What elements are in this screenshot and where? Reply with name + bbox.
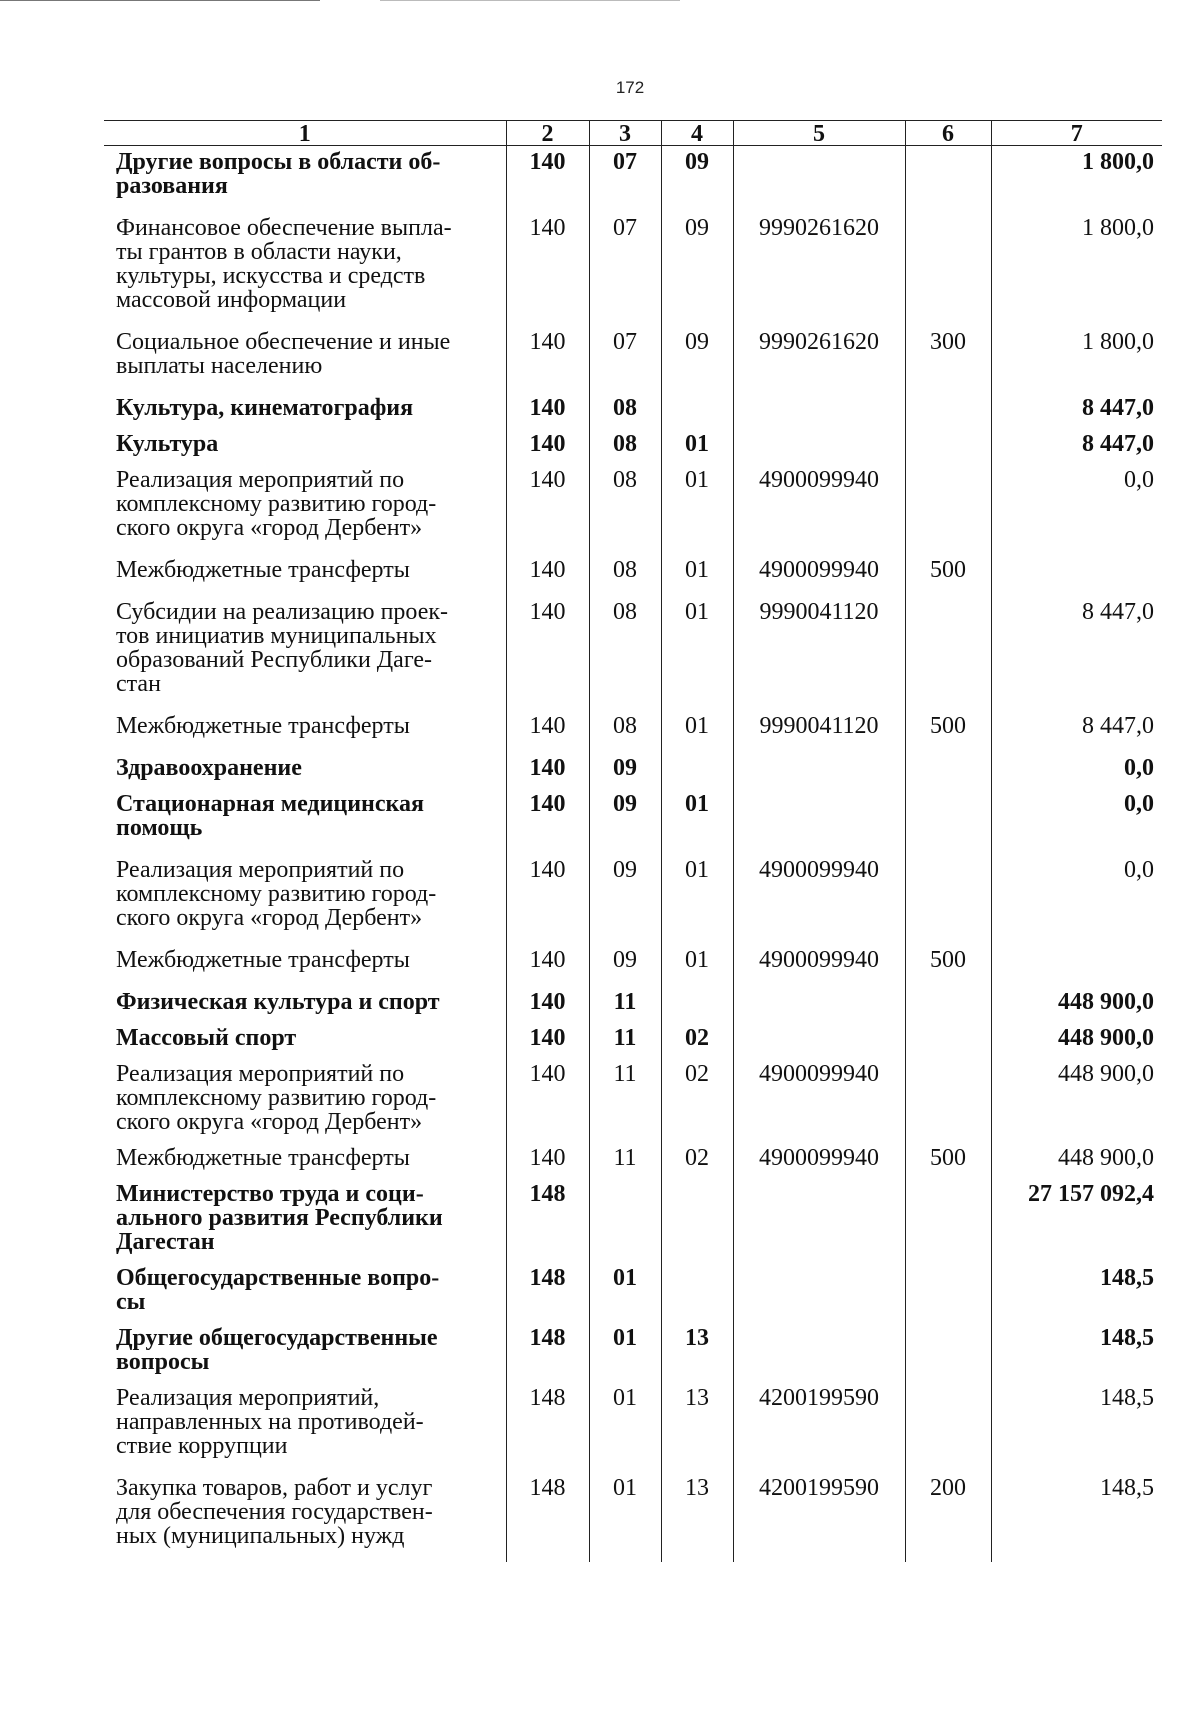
row-col-2: 140 [506, 326, 589, 392]
row-col-4: 01 [661, 944, 733, 986]
row-amount: 8 447,0 [991, 392, 1162, 428]
row-name: Реализация мероприятий по комплексному развитию город- ского округа «город Дербент» [116, 1061, 437, 1135]
row-col-2: 140 [506, 752, 589, 788]
table-row [104, 554, 1162, 596]
row-name: Межбюджетные трансферты [116, 1145, 410, 1171]
row-col-4: 01 [661, 464, 733, 554]
row-amount: 148,5 [991, 1382, 1162, 1472]
row-col-5 [733, 752, 905, 788]
table-row [104, 944, 1162, 986]
row-col-4: 02 [661, 1058, 733, 1142]
row-col-3: 01 [589, 1472, 661, 1562]
row-amount: 148,5 [991, 1322, 1162, 1382]
row-col-6 [905, 788, 991, 854]
row-col-2: 140 [506, 710, 589, 752]
row-col-6: 500 [905, 1142, 991, 1178]
page-number: 172 [615, 78, 645, 97]
table-row [104, 1322, 1162, 1382]
row-name: Субсидии на реализацию проек- тов инициатив муниципальных образований Республики Даге- стан [116, 599, 449, 697]
row-col-3: 08 [589, 428, 661, 464]
table-row [104, 212, 1162, 326]
row-col-4: 01 [661, 554, 733, 596]
table-row [104, 1022, 1162, 1058]
row-name: Реализация мероприятий, направленных на противодей- ствие коррупции [116, 1385, 424, 1459]
row-col-3: 07 [589, 326, 661, 392]
row-name: Физическая культура и спорт [116, 989, 440, 1015]
row-col-6 [905, 1382, 991, 1472]
row-col-2: 140 [506, 428, 589, 464]
row-col-4 [661, 986, 733, 1022]
row-col-2: 148 [506, 1472, 589, 1562]
row-col-2: 140 [506, 212, 589, 326]
row-amount: 1 800,0 [991, 212, 1162, 326]
row-col-5 [733, 1322, 905, 1382]
row-col-5 [733, 1022, 905, 1058]
table-row [104, 146, 1162, 213]
row-col-2: 148 [506, 1262, 589, 1322]
table-row [104, 428, 1162, 464]
row-name: Межбюджетные трансферты [116, 557, 410, 583]
row-name: Межбюджетные трансферты [116, 947, 410, 973]
row-col-5: 4900099940 [733, 1142, 905, 1178]
row-col-2: 140 [506, 788, 589, 854]
row-col-3 [589, 1178, 661, 1262]
row-col-6 [905, 1262, 991, 1322]
row-name: Стационарная медицинская помощь [116, 791, 424, 841]
table-header-row [104, 121, 1162, 146]
table-row [104, 1472, 1162, 1562]
row-col-5: 4200199590 [733, 1382, 905, 1472]
row-col-2: 140 [506, 1058, 589, 1142]
row-amount: 148,5 [991, 1472, 1162, 1562]
row-col-2: 140 [506, 464, 589, 554]
row-col-4: 02 [661, 1142, 733, 1178]
row-col-2: 140 [506, 944, 589, 986]
row-col-5: 4900099940 [733, 554, 905, 596]
row-col-3: 11 [589, 986, 661, 1022]
row-col-3: 08 [589, 710, 661, 752]
row-col-5: 4900099940 [733, 1058, 905, 1142]
header-col-7: 7 [991, 121, 1162, 146]
header-col-5: 5 [733, 121, 905, 146]
row-col-4: 01 [661, 596, 733, 710]
row-col-2: 148 [506, 1322, 589, 1382]
row-name: Реализация мероприятий по комплексному развитию город- ского округа «город Дербент» [116, 857, 437, 931]
row-amount [991, 554, 1162, 596]
row-col-5 [733, 986, 905, 1022]
row-col-3: 07 [589, 212, 661, 326]
table-row [104, 986, 1162, 1022]
row-col-5: 4900099940 [733, 944, 905, 986]
table-row [104, 1262, 1162, 1322]
row-col-4: 02 [661, 1022, 733, 1058]
row-col-6: 500 [905, 554, 991, 596]
row-col-4 [661, 1178, 733, 1262]
row-col-6: 200 [905, 1472, 991, 1562]
row-col-6 [905, 986, 991, 1022]
row-amount: 148,5 [991, 1262, 1162, 1322]
row-col-6 [905, 752, 991, 788]
header-col-2: 2 [506, 121, 589, 146]
row-amount: 0,0 [991, 854, 1162, 944]
row-col-5: 9990261620 [733, 212, 905, 326]
table-row [104, 326, 1162, 392]
row-col-5: 9990041120 [733, 710, 905, 752]
row-col-5 [733, 146, 905, 213]
row-col-5 [733, 788, 905, 854]
row-col-6 [905, 1022, 991, 1058]
row-amount: 448 900,0 [991, 1058, 1162, 1142]
row-col-3: 09 [589, 752, 661, 788]
header-col-1: 1 [104, 121, 506, 146]
row-name: Общегосударственные вопро- сы [116, 1265, 440, 1315]
row-col-5 [733, 1262, 905, 1322]
row-col-2: 140 [506, 554, 589, 596]
table-body [104, 146, 1162, 1563]
row-col-2: 148 [506, 1178, 589, 1262]
row-col-2: 140 [506, 146, 589, 213]
row-col-5: 9990041120 [733, 596, 905, 710]
row-col-4: 13 [661, 1322, 733, 1382]
row-name: Министерство труда и соци- ального развития Республики Дагестан [116, 1181, 443, 1255]
row-col-3: 01 [589, 1262, 661, 1322]
row-amount: 448 900,0 [991, 986, 1162, 1022]
row-name: Реализация мероприятий по комплексному развитию город- ского округа «город Дербент» [116, 467, 437, 541]
scan-mark-top-left [0, 0, 320, 1]
row-col-6 [905, 146, 991, 213]
table-row [104, 752, 1162, 788]
row-name: Межбюджетные трансферты [116, 713, 410, 739]
row-col-2: 140 [506, 596, 589, 710]
table-row [104, 1178, 1162, 1262]
row-name: Другие общегосударственные вопросы [116, 1325, 438, 1375]
table-row [104, 788, 1162, 854]
row-col-6 [905, 854, 991, 944]
row-amount: 448 900,0 [991, 1022, 1162, 1058]
row-col-2: 140 [506, 854, 589, 944]
table-row [104, 392, 1162, 428]
scan-mark-top-right [380, 0, 680, 1]
row-col-4: 01 [661, 710, 733, 752]
row-amount: 1 800,0 [991, 326, 1162, 392]
row-col-6: 500 [905, 944, 991, 986]
row-amount [991, 944, 1162, 986]
row-col-6 [905, 1058, 991, 1142]
row-col-5: 4900099940 [733, 464, 905, 554]
row-col-4 [661, 1262, 733, 1322]
row-col-4: 09 [661, 146, 733, 213]
row-amount: 0,0 [991, 752, 1162, 788]
row-col-6 [905, 464, 991, 554]
row-col-6 [905, 596, 991, 710]
row-amount: 0,0 [991, 464, 1162, 554]
row-col-4: 01 [661, 788, 733, 854]
row-col-3: 08 [589, 464, 661, 554]
row-name: Здравоохранение [116, 755, 302, 781]
row-col-3: 08 [589, 392, 661, 428]
row-col-3: 11 [589, 1142, 661, 1178]
row-col-3: 09 [589, 788, 661, 854]
row-col-4: 01 [661, 428, 733, 464]
row-col-6: 500 [905, 710, 991, 752]
row-amount: 27 157 092,4 [991, 1178, 1162, 1262]
header-col-6: 6 [905, 121, 991, 146]
row-col-6 [905, 428, 991, 464]
row-col-3: 09 [589, 944, 661, 986]
row-col-6: 300 [905, 326, 991, 392]
row-col-3: 11 [589, 1022, 661, 1058]
row-col-5: 9990261620 [733, 326, 905, 392]
row-col-6 [905, 1178, 991, 1262]
row-col-4: 13 [661, 1472, 733, 1562]
row-col-6 [905, 212, 991, 326]
budget-table [104, 120, 1162, 1562]
row-name: Другие вопросы в области об- разования [116, 149, 441, 199]
row-name: Социальное обеспечение и иные выплаты населению [116, 329, 451, 379]
row-col-5: 4900099940 [733, 854, 905, 944]
row-col-4: 13 [661, 1382, 733, 1472]
row-col-5 [733, 392, 905, 428]
table-row [104, 710, 1162, 752]
row-col-4: 09 [661, 212, 733, 326]
row-col-2: 148 [506, 1382, 589, 1472]
row-amount: 1 800,0 [991, 146, 1162, 213]
row-col-2: 140 [506, 1022, 589, 1058]
row-col-4: 09 [661, 326, 733, 392]
row-col-5 [733, 1178, 905, 1262]
row-col-3: 01 [589, 1382, 661, 1472]
table-row [104, 596, 1162, 710]
row-col-4: 01 [661, 854, 733, 944]
row-amount: 8 447,0 [991, 710, 1162, 752]
row-col-3: 11 [589, 1058, 661, 1142]
row-amount: 8 447,0 [991, 596, 1162, 710]
header-col-4: 4 [661, 121, 733, 146]
row-col-5 [733, 428, 905, 464]
table-row [104, 1058, 1162, 1142]
row-amount: 8 447,0 [991, 428, 1162, 464]
table-row [104, 1382, 1162, 1472]
row-amount: 0,0 [991, 788, 1162, 854]
row-name: Финансовое обеспечение выпла- ты грантов в области науки, культуры, искусства и средств массовой информации [116, 215, 452, 313]
row-col-5: 4200199590 [733, 1472, 905, 1562]
row-col-3: 09 [589, 854, 661, 944]
row-name: Культура [116, 431, 219, 457]
table-row [104, 1142, 1162, 1178]
row-col-2: 140 [506, 986, 589, 1022]
row-col-2: 140 [506, 392, 589, 428]
table-row [104, 854, 1162, 944]
row-name: Массовый спорт [116, 1025, 297, 1051]
row-col-2: 140 [506, 1142, 589, 1178]
table-row [104, 464, 1162, 554]
row-col-6 [905, 1322, 991, 1382]
row-col-4 [661, 392, 733, 428]
row-col-3: 07 [589, 146, 661, 213]
row-col-3: 08 [589, 596, 661, 710]
row-col-4 [661, 752, 733, 788]
row-amount: 448 900,0 [991, 1142, 1162, 1178]
row-col-3: 01 [589, 1322, 661, 1382]
row-col-3: 08 [589, 554, 661, 596]
row-col-6 [905, 392, 991, 428]
row-name: Культура, кинематография [116, 395, 414, 421]
header-col-3: 3 [589, 121, 661, 146]
row-name: Закупка товаров, работ и услуг для обеспечения государствен- ных (муниципальных) нужд [116, 1475, 433, 1549]
